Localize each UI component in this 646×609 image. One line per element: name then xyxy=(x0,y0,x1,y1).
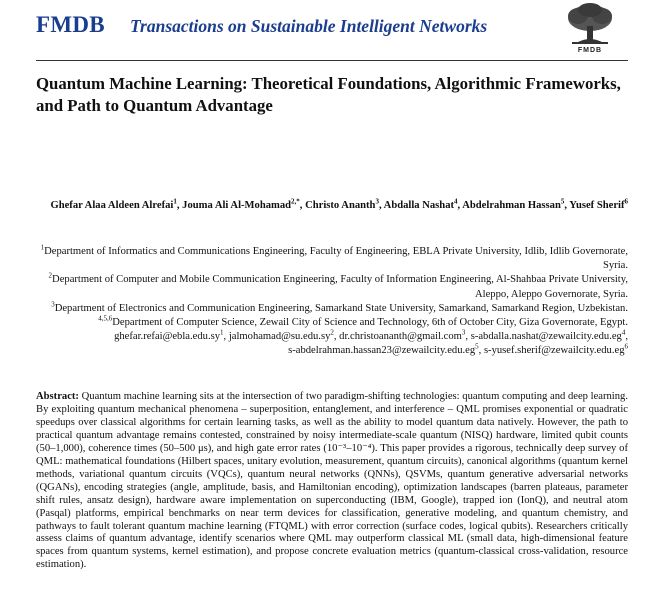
affiliation-item: $^2$Department of Computer and Mobile Communication Engineering, Faculty of Information Engineering, Al-Shahbaa Private University, Aleppo, Aleppo Governorate, Syria. xyxy=(48,271,628,300)
email-link[interactable]: ghefar.refai@ebla.edu.sy xyxy=(114,331,221,343)
author-name: Ghefar Alaa Aldeen Alrefai xyxy=(50,200,174,211)
author-list: Ghefar Alaa Aldeen Alrefai$^1$, Jouma Ali Al-Mohamad$^{2,*}$, Christo Ananth$^3$, Abdalla Nashat$^4$, Abdelrahman Hassan$^5$, Yusef Sherif$^6$ xyxy=(50,197,628,211)
abstract xyxy=(36,391,628,572)
email-link[interactable]: dr.christoananth@gmail.com xyxy=(339,331,462,343)
author-name: Christo Ananth xyxy=(305,200,376,211)
brand-name: FMDB xyxy=(36,12,105,37)
paper-title: Quantum Machine Learning: Theoretical Foundations, Algorithmic Frameworks, and Path to Quantum Advantage xyxy=(36,74,621,115)
email-line: $ghefar.refai@ebla.edu.sy^1$, $jalmohamad@su.edu.sy^2$, dr.christoananth@gmail.com$^3$, $s-abdalla.nashat@zewailcity.edu.eg^4$, xyxy=(114,328,628,343)
author-name: Jouma Ali Al-Mohamad xyxy=(182,200,292,211)
affiliations xyxy=(30,245,628,359)
tree-logo-icon xyxy=(558,2,622,58)
email-link[interactable]: s-abdelrahman.hassan23@zewailcity.edu.eg xyxy=(288,345,476,357)
header-divider xyxy=(36,60,628,61)
abstract-label: Abstract: xyxy=(36,391,79,402)
affiliation-item: $^{4,5,6}$Department of Computer Science, Zewail City of Science and Technology, 6th of October City, Giza Governorate, Egypt. xyxy=(98,314,628,329)
abstract-text: Quantum machine learning sits at the intersection of two paradigm-shifting technologies: quantum computing and deep learning. By exploiting quantum mechanical phenomena – superposition, entanglement, and interference – QML promises exponential or quadratic speedups over classical algorithms for certain learning tasks, as well as the ability to model quantum data natively. However, the path to practical quantum advantage remains contested, constrained by noisy intermediate-scale quantum (NISQ) hardware, limited qubit counts (50–1,000), coherence times (50–500 μs), and high gate error rates (10⁻³–10⁻⁴). This paper provides a rigorous, technically deep survey of QML: mathematical foundations (Hilbert spaces, unitary evolution, measurement, quantum circuits), canonical algorithms (quantum kernel methods, variational quantum circuits (VQCs), quantum neural networks (QNNs), QSVMs, quantum generative adversarial networks (QGANs), encoding strategies (angle, amplitude, basis, and Hamiltonian encoding), optimization landscapes (barren plateaus, parameter shift rules, ansatz design), hardware aware implementation on superconducting (IBM, Google), trapped ion (IonQ), and neutral atom (Pasqal) platforms, empirical benchmarks on near term devices for classification, generative modeling, and quantum chemistry, and pathways to fault tolerant quantum machine learning (FTQML) with error correction (surface codes, logical qubits). Researchers critically assess claims of quantum advantage, identify scenarios where QML may outperform classical ML (small data, high-dimensional feature spaces from quantum systems, kernel estimation), and propose concrete evaluation metrics (quantum-classical cross-validation, resource estimation). xyxy=(36,391,628,571)
author-name: Yusef Sherif xyxy=(569,200,625,211)
journal-title: Transactions on Sustainable Intelligent Networks xyxy=(130,16,488,36)
email-line: $s-abdelrahman.hassan23@zewailcity.edu.eg^5$, $s-yusef.sherif@zewailcity.edu.eg^6$ xyxy=(288,342,628,357)
email-link[interactable]: s-yusef.sherif@zewailcity.edu.eg xyxy=(483,345,625,357)
author-name: Abdalla Nashat xyxy=(383,200,455,211)
author-name: Abdelrahman Hassan xyxy=(462,200,561,211)
journal-header xyxy=(0,0,646,58)
email-link[interactable]: jalmohamad@su.edu.sy xyxy=(228,331,331,343)
affiliation-item: $^3$Department of Electronics and Communication Engineering, Samarkand State University, Samarkand, Samarkand Region, Uzbekistan. xyxy=(51,300,628,314)
logo-caption: FMDB xyxy=(577,47,603,54)
affiliation-item: $^1$Department of Informatics and Communications Engineering, Faculty of Engineering, EBLA Private University, Idlib, Idlib Governorate, Syria. xyxy=(40,243,628,272)
email-link[interactable]: s-abdalla.nashat@zewailcity.edu.eg xyxy=(470,331,622,343)
